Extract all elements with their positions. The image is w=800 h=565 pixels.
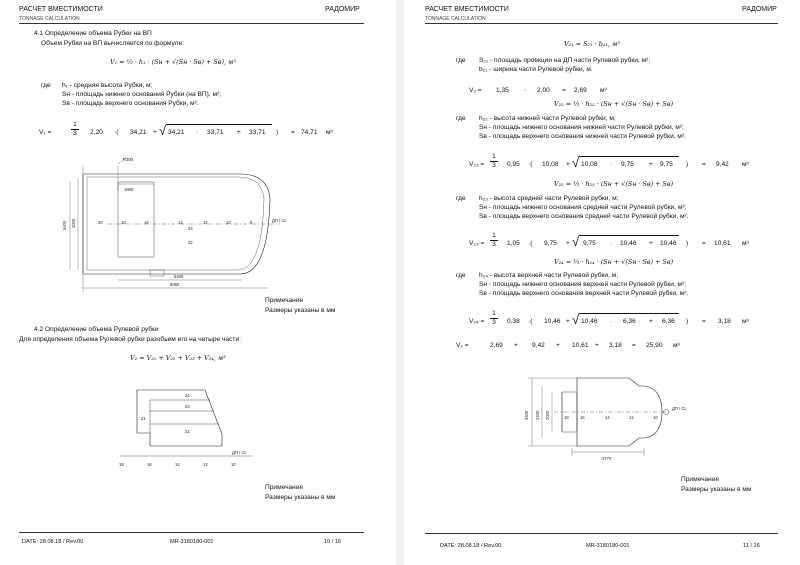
formula-v21: V₂₁ = S₂₁ · b₂₁, м³ <box>564 40 620 48</box>
total-result: 25,90 <box>646 342 663 349</box>
calc22-plus: + <box>566 161 570 168</box>
calc22-open: ·( <box>528 161 533 168</box>
def-s21: S₂₁ - площадь проекции на ДП части Рулевой рубки, м²; <box>479 57 651 64</box>
header-title: РАСЧЕТ ВМЕСТИМОСТИ <box>19 6 103 13</box>
calc23-sv: 10,46 <box>660 240 677 247</box>
header-vessel-name: РАДОМИР <box>742 6 777 13</box>
calc23-close: ) <box>686 240 689 247</box>
frame-18: 18 <box>121 220 126 225</box>
calc23-open: ·( <box>528 240 533 247</box>
sqrt-bar <box>579 156 679 157</box>
def-sv24: Sв - площадь верхнего основания верхней части Рулевой рубки, м². <box>479 290 689 297</box>
calc24-open: ·( <box>528 318 533 325</box>
footer-date: DATE: 28.08.18 / Rev.00 <box>440 543 502 549</box>
calc-sn: 34,21 <box>130 129 147 136</box>
def-sn: Sн - площадь нижнего основания Рубки (на ВП), м²; <box>62 91 222 98</box>
calc-h: 2,20 <box>90 129 103 136</box>
def-sn22: Sн - площадь нижнего основания нижней части Рулевой рубки, м²; <box>479 124 684 131</box>
footer-rule <box>19 532 364 533</box>
total-lhs: V₂ = <box>456 342 469 349</box>
sqrt-icon: √ <box>572 312 580 327</box>
calc24-plus2: + <box>649 318 653 325</box>
fraction-one-third <box>490 310 498 327</box>
sqrt-icon: √ <box>159 123 167 138</box>
calc22-lhs: V₂₂ = <box>469 161 485 168</box>
calc-close: ) <box>276 129 279 136</box>
total-plus3: + <box>595 342 599 349</box>
calc24-close: ) <box>686 318 689 325</box>
total-v21: 2,69 <box>490 342 503 349</box>
total-plus2: + <box>556 342 560 349</box>
dim-8060: 8060 <box>170 282 180 287</box>
dim-4000: 4000 <box>71 218 76 228</box>
formula-v23: V₂₃ = ⅓ · h₂₃ · (Sн + √(Sн · Sв) + Sв) <box>554 180 674 188</box>
calc24-sv: 6,36 <box>662 318 675 325</box>
fraction-denominator: 3 <box>492 241 496 248</box>
dim-2000: 2000 <box>545 410 550 420</box>
calc23-sqrt-sv: 10,46 <box>620 240 637 247</box>
sqrt-bar <box>579 313 679 314</box>
note-text-1: Размеры указаны в мм <box>265 307 336 314</box>
calc-sqrt-sn: 34,21 <box>168 129 185 136</box>
calc21-unit: м³ <box>600 87 607 94</box>
where-label-24: где <box>456 272 466 279</box>
sqrt-bar <box>579 235 679 236</box>
calc23-sn: 9,75 <box>544 240 557 247</box>
document-page-right <box>404 0 800 565</box>
part-22-label: 22 <box>188 240 193 245</box>
where-label-22: где <box>456 115 466 122</box>
calc23-result: 10,61 <box>714 240 731 247</box>
calc21-equals: = <box>562 87 566 94</box>
part-23-side: 23 <box>185 404 190 409</box>
calc22-unit: м³ <box>742 161 749 168</box>
calc24-sqrt-sv: 6,36 <box>623 318 636 325</box>
calc22-result: 9,42 <box>716 161 729 168</box>
def-h23: h₂₃ - высота средней части Рулевой рубки, м; <box>479 195 619 202</box>
frame-10: 10 <box>226 220 231 225</box>
header-subtitle: TONNAGE CALCULATION <box>425 16 486 22</box>
fraction-one-third <box>490 153 498 170</box>
formula-v1: V₁ = ⅓ · h₁ · (Sн + √(Sн · Sв) + Sв), м³ <box>110 58 236 66</box>
calc22-sqrt-sv: 9,75 <box>621 161 634 168</box>
footer-doc-number: MR-3180180-001 <box>170 539 214 545</box>
calc23-plus: + <box>566 240 570 247</box>
calc24-sqrt-sn: 10,46 <box>581 318 598 325</box>
calc-lhs: V₁ = <box>39 129 52 136</box>
calc21-s: 1,35 <box>496 87 509 94</box>
def-sn24: Sн - площадь нижнего основания верхней части Рулевой рубки, м²; <box>479 281 687 288</box>
where-label: где <box>41 82 51 89</box>
calc23-sqrt-sn: 9,75 <box>583 240 596 247</box>
section-4-1-intro: Объем Рубки на ВП вычисляется по формуле: <box>41 40 184 47</box>
part-22-side: 22 <box>185 429 190 434</box>
sqrt-icon: √ <box>572 155 580 170</box>
dim-1800: 1800 <box>124 187 134 192</box>
note-label: Примечание <box>681 476 720 483</box>
dim-r300: R300 <box>123 157 134 162</box>
calc24-plus: + <box>566 318 570 325</box>
fraction-numerator: 1 <box>490 310 498 319</box>
dim-3400: 3400 <box>524 410 529 420</box>
section-4-2-title: 4.2 Определение объема Рулевой рубки <box>34 326 159 333</box>
fraction-one-third <box>490 232 498 249</box>
frame-18-side: 18 <box>119 462 124 467</box>
calc-equals: = <box>291 129 295 136</box>
calc24-unit: м³ <box>742 318 749 325</box>
where-label-21: где <box>456 57 466 64</box>
frame-8: 8 <box>250 220 253 225</box>
header-rule <box>425 23 778 24</box>
part-21-side: 21 <box>141 416 146 421</box>
frame-12-side: 12 <box>203 462 208 467</box>
note-text: Размеры указаны в мм <box>681 486 752 493</box>
sqrt-bar <box>166 124 272 125</box>
calc-result: 74,71 <box>301 129 318 136</box>
total-v23: 10,61 <box>572 342 589 349</box>
frame-20: 20 <box>98 220 103 225</box>
wheelhouse-plan-drawing <box>404 366 800 466</box>
frame-14-side: 14 <box>175 462 180 467</box>
header-subtitle: TONNAGE CALCULATION <box>19 16 80 22</box>
calc21-lhs: V₂ = <box>469 87 482 94</box>
header-rule <box>19 23 364 24</box>
calc24-result: 3,18 <box>718 318 731 325</box>
footer-rule <box>425 533 778 534</box>
footer-page-number: 10 / 16 <box>324 539 342 545</box>
calc21-dot: · <box>524 87 527 94</box>
calc23-lhs: V₂₃ = <box>469 240 485 247</box>
frame-14: 14 <box>605 415 610 420</box>
centerline-label: ДП / CL <box>672 406 687 411</box>
calc22-h: 0,95 <box>507 161 520 168</box>
frame-10: 10 <box>653 415 658 420</box>
sqrt-icon: √ <box>572 234 580 249</box>
section-4-2-intro: Для определения объема Рулевой рубки разобьем его на четыре части: <box>19 336 241 343</box>
centerline-label: ДП / CL <box>272 218 287 223</box>
fraction-denominator: 3 <box>492 162 496 169</box>
part-24-side: 24 <box>185 393 190 398</box>
fraction-one-third <box>71 121 79 138</box>
def-b21: b₂₁ - ширина части Рулевой рубки, м. <box>479 66 593 73</box>
frame-16: 16 <box>144 220 149 225</box>
calc22-sqrt-sn: 10,08 <box>581 161 598 168</box>
section-4-1-title: 4.1 Определение объема Рубки на ВП <box>34 30 152 37</box>
total-plus1: + <box>514 342 518 349</box>
frame-10-side: 10 <box>231 462 236 467</box>
part-24-label: 24 <box>188 226 193 231</box>
calc24-sn: 10,46 <box>544 318 561 325</box>
frame-18: 18 <box>564 415 569 420</box>
def-sv22: Sв - площадь верхнего основания нижней части Рулевой рубки, м². <box>479 133 686 140</box>
dim-5400-h: 5400 <box>174 274 184 279</box>
formula-v24: V₂₄ = ⅓ · h₂₄ · (Sн + √(Sн · Sв) + Sв) <box>554 258 674 266</box>
calc-sqrt-sv: 33,71 <box>207 129 224 136</box>
calc22-close: ) <box>686 161 689 168</box>
header-vessel-name: РАДОМИР <box>325 6 360 13</box>
formula-v22: V₂₂ = ⅓ · h₂₂ · (Sн + √(Sн · Sв) + Sв) <box>554 100 674 108</box>
frame-16-side: 16 <box>147 462 152 467</box>
calc24-equals: = <box>702 318 706 325</box>
centerline-label-side: ДП / CL <box>232 450 247 455</box>
calc23-dot: · <box>610 240 613 247</box>
total-equals: = <box>632 342 636 349</box>
calc23-plus2: + <box>649 240 653 247</box>
dim-2400: 2400 <box>535 410 540 420</box>
frame-12: 12 <box>629 415 634 420</box>
def-h22: h₂₂ - высота нижней части Рулевой рубки, м; <box>479 115 616 122</box>
calc-unit: м³ <box>326 129 333 136</box>
footer-page-number: 11 / 16 <box>743 543 760 549</box>
calc23-unit: м³ <box>742 240 749 247</box>
calc22-sn: 10,08 <box>542 161 559 168</box>
def-sv: Sв - площадь верхнего основания Рубки, м². <box>62 100 199 107</box>
calc23-h: 1,05 <box>507 240 520 247</box>
note-label-2: Примечание <box>265 484 304 491</box>
fraction-numerator: 1 <box>490 153 498 162</box>
fraction-denominator: 3 <box>492 319 496 326</box>
footer-doc-number: MR-3180180-001 <box>586 543 630 549</box>
calc-sv: 33,71 <box>249 129 266 136</box>
calc24-dot: · <box>610 318 613 325</box>
calc22-plus2: + <box>649 161 653 168</box>
total-v22: 9,42 <box>532 342 545 349</box>
calc24-lhs: V₂₄ = <box>469 318 485 325</box>
calc-open: ·( <box>114 129 119 136</box>
fraction-denominator: 3 <box>73 130 77 137</box>
def-h24: h₂₄ - высота верхней части Рулевой рубки, м; <box>479 272 619 279</box>
calc21-result: 2,69 <box>574 87 587 94</box>
where-label-23: где <box>456 195 466 202</box>
total-v24: 3,18 <box>609 342 622 349</box>
calc22-dot: · <box>610 161 613 168</box>
calc23-equals: = <box>702 240 706 247</box>
header-title: РАСЧЕТ ВМЕСТИМОСТИ <box>425 6 509 13</box>
calc-plus: + <box>153 129 157 136</box>
calc-dot: · <box>196 129 199 136</box>
calc22-sv: 9,75 <box>660 161 673 168</box>
wheelhouse-side-drawing <box>0 378 396 473</box>
def-h1: h₁ - средняя высота Рубки, м; <box>62 82 153 89</box>
def-sv23: Sв - площадь верхнего основания средней части Рулевой рубки, м². <box>479 213 689 220</box>
fraction-numerator: 1 <box>490 232 498 241</box>
frame-14: 14 <box>178 220 183 225</box>
fraction-numerator: 1 <box>71 121 79 130</box>
calc24-h: 0,38 <box>507 318 520 325</box>
dim-3770: 3770 <box>602 456 612 461</box>
calc-plus2: + <box>237 129 241 136</box>
total-unit: м³ <box>673 342 680 349</box>
dim-5400-v: 5400 <box>62 220 67 230</box>
frame-12: 12 <box>203 220 208 225</box>
calc21-b: 2,00 <box>537 87 550 94</box>
calc22-equals: = <box>702 161 706 168</box>
footer-date: DATE: 28.08.18 / Rev.00 <box>22 539 84 545</box>
def-sn23: Sн - площадь нижнего основания средней части Рулевой рубки, м²; <box>479 204 687 211</box>
deckhouse-plan-drawing <box>0 152 396 292</box>
frame-16: 16 <box>580 415 585 420</box>
document-page-left <box>0 0 396 565</box>
note-label-1: Примечание <box>265 297 304 304</box>
formula-v2: V₂ = V₂₁ + V₂₂ + V₂₃ + V₂₄, м³ <box>130 354 226 362</box>
note-text-2: Размеры указаны в мм <box>265 494 336 501</box>
